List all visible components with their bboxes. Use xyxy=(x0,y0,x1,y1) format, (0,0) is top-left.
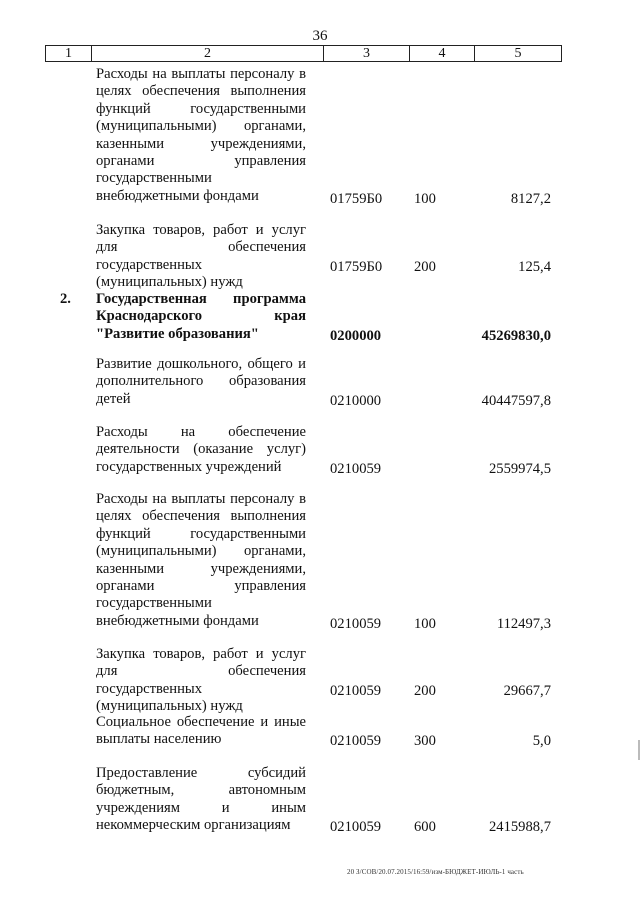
row-amount: 40447597,8 xyxy=(481,393,551,409)
row-code: 0200000 xyxy=(330,328,382,344)
table-row xyxy=(0,714,640,750)
row-description: Расходы на обеспечение деятельности (оказание услуг) государственных учреждений xyxy=(96,424,306,475)
header-col-3: 3 xyxy=(324,46,410,61)
table-row xyxy=(0,291,640,345)
row-amount: 5,0 xyxy=(532,733,551,749)
header-col-1: 1 xyxy=(46,46,92,61)
table-row xyxy=(0,66,640,208)
table-row xyxy=(0,424,640,478)
row-description: Социальное обеспечение и иные выплаты населению xyxy=(96,714,306,748)
row-amount: 2415988,7 xyxy=(488,819,551,835)
row-code: 0210059 xyxy=(330,616,382,632)
table-row xyxy=(0,646,640,715)
row-code: 0210059 xyxy=(330,461,382,477)
table-row xyxy=(0,491,640,633)
row-expense-type: 100 xyxy=(414,616,436,632)
row-description: Развитие дошкольного, общего и дополнительного образования детей xyxy=(96,356,306,407)
row-expense-type: 200 xyxy=(414,259,436,275)
row-description: Расходы на выплаты персоналу в целях обеспечения выполнения функций государственными (муниципальными) органами, казенными учреждениями, органами управления государственными внебюджетными фондами xyxy=(96,66,306,204)
table-row xyxy=(0,765,640,836)
page-number: 36 xyxy=(312,28,328,44)
row-code: 0210000 xyxy=(330,393,382,409)
row-expense-type: 100 xyxy=(414,191,436,207)
row-expense-type: 300 xyxy=(414,733,436,749)
row-code: 0210059 xyxy=(330,683,382,699)
header-col-5: 5 xyxy=(514,46,522,61)
document-footer: 20 З/СОВ/20.07.2015/16:59/изм-БЮДЖЕТ-ИЮЛЬ-1 часть xyxy=(347,868,524,876)
row-expense-type: 600 xyxy=(414,819,436,835)
row-description: Закупка товаров, работ и услуг для обеспечения государственных (муниципальных) нужд xyxy=(96,222,306,291)
header-col-2: 2 xyxy=(92,46,324,61)
row-code: 0210059 xyxy=(330,819,382,835)
header-col-4: 4 xyxy=(410,46,475,61)
row-expense-type: 200 xyxy=(414,683,436,699)
row-amount: 2559974,5 xyxy=(488,461,551,477)
row-code: 01759Б0 xyxy=(330,191,383,207)
table-row xyxy=(0,222,640,291)
row-code: 0210059 xyxy=(330,733,382,749)
row-description: Закупка товаров, работ и услуг для обеспечения государственных (муниципальных) нужд xyxy=(96,646,306,715)
row-amount: 29667,7 xyxy=(503,683,551,699)
row-description: Расходы на выплаты персоналу в целях обеспечения выполнения функций государственными (муниципальными) органами, казенными учреждениями, органами управления государственными внебюджетными фондами xyxy=(96,491,306,629)
row-description: Предоставление субсидий бюджетным, автономным учреждениям и иным некоммерческим организациям xyxy=(96,765,306,834)
table-header xyxy=(45,45,562,62)
row-description: Государственная программа Краснодарского края "Развитие образования" xyxy=(96,291,306,342)
table-row xyxy=(0,356,640,410)
row-number: 2. xyxy=(60,291,71,307)
row-code: 01759Б0 xyxy=(330,259,383,275)
row-amount: 8127,2 xyxy=(510,191,551,207)
row-amount: 45269830,0 xyxy=(481,328,551,344)
row-amount: 112497,3 xyxy=(496,616,551,632)
row-amount: 125,4 xyxy=(518,259,551,275)
